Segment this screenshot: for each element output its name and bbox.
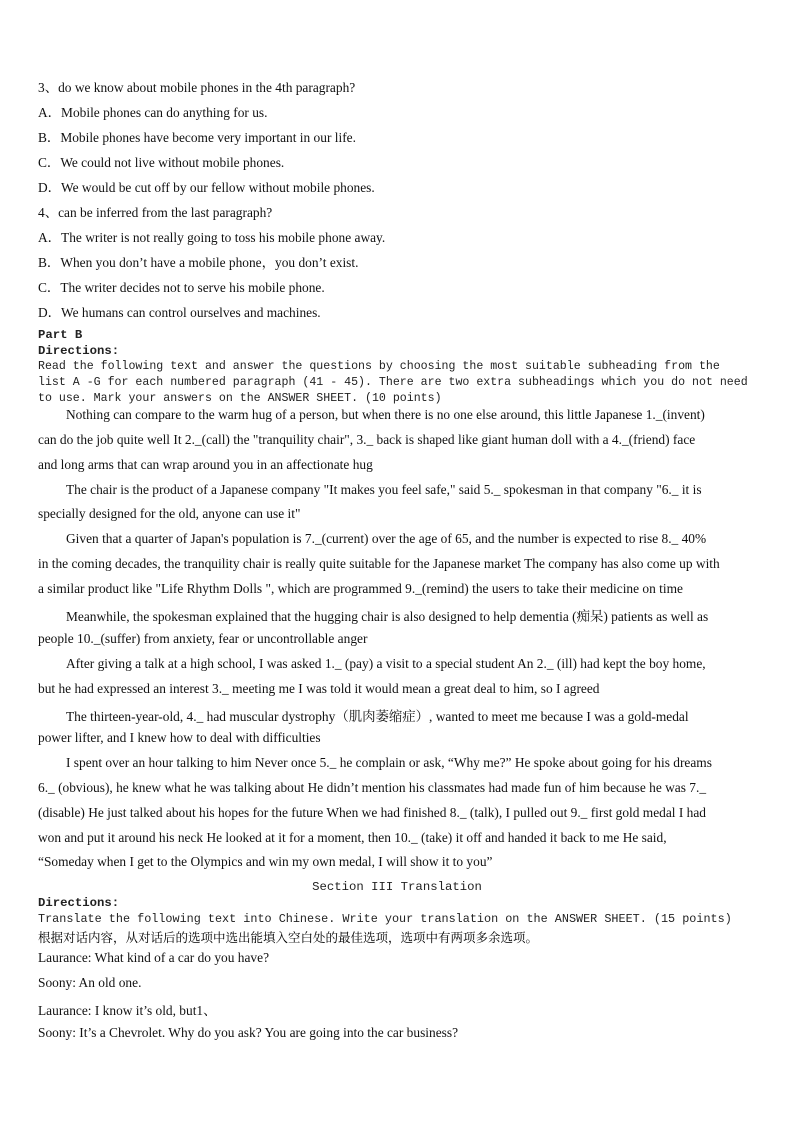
passage-1-line: a similar product like "Life Rhythm Dolls ", which are programmed 9._(remind) the users to take their medicine on time <box>38 581 683 596</box>
passage-2-line: won and put it around his neck He looked at it for a moment, then 10._ (take) it off and handed it back to me He said, <box>38 830 667 845</box>
passage-1-line: Given that a quarter of Japan's population is 7._(current) over the age of 65, and the number is expected to rise 8._ 40% <box>66 531 707 546</box>
passage-2-line: 6._ (obvious), he knew what he was talking about He didn’t mention his classmates had made fun of him because he was 7._ <box>38 780 707 795</box>
passage-1-line: in the coming decades, the tranquility chair is really quite suitable for the Japanese market The company has also come up with <box>38 556 720 571</box>
question-4-option-c: C．The writer decides not to serve his mobile phone. <box>38 280 325 295</box>
passage-2-line: but he had expressed an interest 3._ meeting me I was told it would mean a great deal to him, so I agreed <box>38 681 600 696</box>
question-4-option-a: A．The writer is not really going to toss his mobile phone away. <box>38 230 386 245</box>
passage-1-line: Meanwhile, the spokesman explained that the hugging chair is also designed to help dementia (痴呆) patients as well as <box>66 609 709 624</box>
dialogue-line: Laurance: I know it’s old, but1、 <box>38 1003 217 1018</box>
dialogue-line: Soony: An old one. <box>38 975 142 990</box>
part-b-title: Part B <box>38 328 83 342</box>
part-b-directions-line: to use. Mark your answers on the ANSWER SHEET. (10 points) <box>38 392 442 405</box>
section-3-chinese-instruction: 根据对话内容，从对话后的选项中选出能填入空白处的最佳选项，选项中有两项多余选项。 <box>38 930 539 945</box>
passage-1-line: can do the job quite well It 2._(call) the "tranquility chair", 3._ back is shaped like giant human doll with a 4._(friend) face <box>38 432 696 447</box>
passage-2-line: I spent over an hour talking to him Never once 5._ he complain or ask, “Why me?” He spoke about going for his dreams <box>66 755 712 770</box>
question-4-stem: 4、can be inferred from the last paragraph? <box>38 205 273 220</box>
question-4-option-d: D．We humans can control ourselves and machines. <box>38 305 321 320</box>
section-3-directions-line: Translate the following text into Chinese. Write your translation on the ANSWER SHEET. (15 points) <box>38 912 732 926</box>
dialogue-line: Laurance: What kind of a car do you have? <box>38 950 270 965</box>
dialogue-line: Soony: It’s a Chevrolet. Why do you ask? You are going into the car business? <box>38 1025 459 1040</box>
passage-1-line: Nothing can compare to the warm hug of a person, but when there is no one else around, this little Japanese 1._(invent) <box>66 407 705 422</box>
question-3-option-a: A．Mobile phones can do anything for us. <box>38 105 268 120</box>
question-3-option-d: D．We would be cut off by our fellow without mobile phones. <box>38 180 375 195</box>
passage-2-line: After giving a talk at a high school, I was asked 1._ (pay) a visit to a special student An 2._ (ill) had kept the boy home, <box>66 656 706 671</box>
passage-2-line: (disable) He just talked about his hopes for the future When we had finished 8._ (talk), I pulled out 9._ first gold medal I had <box>38 805 707 820</box>
question-4-option-b: B．When you don’t have a mobile phone，you don’t exist. <box>38 255 359 270</box>
passage-2-line: power lifter, and I knew how to deal with difficulties <box>38 730 321 745</box>
passage-2-line: “Someday when I get to the Olympics and win my own medal, I will show it to you” <box>38 854 493 869</box>
part-b-directions-line: list A -G for each numbered paragraph (41 - 45). There are two extra subheadings which you do not need <box>38 376 748 389</box>
question-3-stem: 3、do we know about mobile phones in the 4th paragraph? <box>38 80 356 95</box>
question-3-option-c: C．We could not live without mobile phones. <box>38 155 285 170</box>
passage-1-line: specially designed for the old, anyone can use it" <box>38 506 301 521</box>
passage-1-line: people 10._(suffer) from anxiety, fear or uncontrollable anger <box>38 631 368 646</box>
passage-1-line: The chair is the product of a Japanese company "It makes you feel safe," said 5._ spokesman in that company "6._ it is <box>66 482 702 497</box>
passage-2-line: The thirteen-year-old, 4._ had muscular dystrophy（肌肉萎缩症）, wanted to meet me because I was a gold-medal <box>66 709 689 724</box>
part-b-directions-line: Read the following text and answer the questions by choosing the most suitable subheading from the <box>38 360 720 373</box>
section-3-directions-label: Directions: <box>38 896 120 910</box>
question-3-option-b: B．Mobile phones have become very important in our life. <box>38 130 356 145</box>
passage-1-line: and long arms that can wrap around you in an affectionate hug <box>38 457 373 472</box>
section-3-title: Section III Translation <box>312 880 482 894</box>
part-b-directions-label: Directions: <box>38 344 120 358</box>
